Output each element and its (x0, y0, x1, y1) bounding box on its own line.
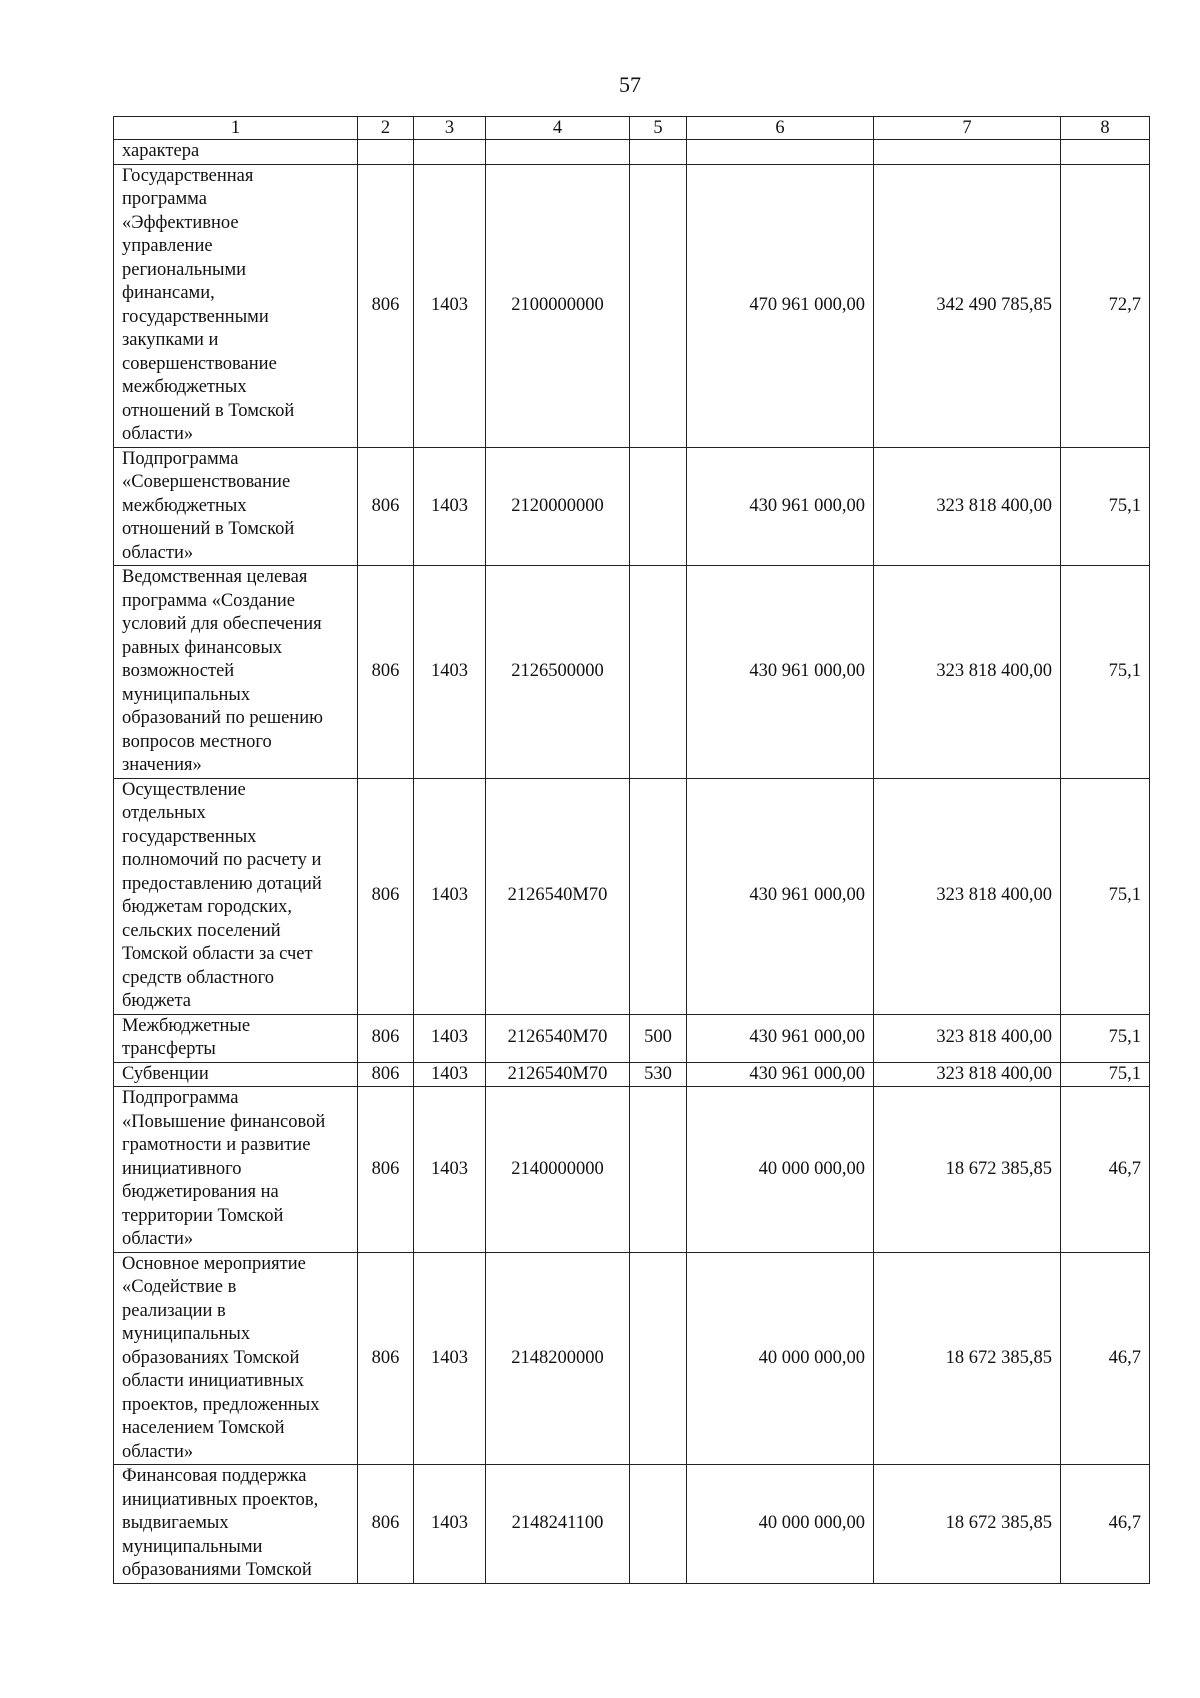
table-row (114, 778, 1150, 1014)
cell-expense-type (630, 1465, 687, 1584)
cell-section-code: 1403 (414, 447, 486, 566)
cell-percent: 46,7 (1061, 1252, 1150, 1465)
row-name: Финансовая поддержка инициативных проектов, выдвигаемых муниципальными образованиями Томской (114, 1465, 358, 1584)
cell-planned (687, 140, 874, 165)
cell-section-code: 1403 (414, 1087, 486, 1253)
cell-executed: 323 818 400,00 (874, 1062, 1061, 1087)
cell-executed: 18 672 385,85 (874, 1252, 1061, 1465)
cell-planned: 470 961 000,00 (687, 164, 874, 447)
cell-percent: 75,1 (1061, 1062, 1150, 1087)
cell-expense-type (630, 778, 687, 1014)
cell-admin-code: 806 (358, 1062, 414, 1087)
cell-section-code: 1403 (414, 778, 486, 1014)
cell-section-code: 1403 (414, 566, 486, 779)
cell-planned: 40 000 000,00 (687, 1252, 874, 1465)
cell-admin-code: 806 (358, 566, 414, 779)
table-row (114, 566, 1150, 779)
cell-admin-code: 806 (358, 778, 414, 1014)
cell-executed: 323 818 400,00 (874, 778, 1061, 1014)
cell-admin-code: 806 (358, 1465, 414, 1584)
cell-planned: 430 961 000,00 (687, 778, 874, 1014)
cell-section-code: 1403 (414, 1465, 486, 1584)
cell-percent: 46,7 (1061, 1087, 1150, 1253)
row-name: Межбюджетные трансферты (114, 1014, 358, 1062)
cell-section-code: 1403 (414, 1062, 486, 1087)
cell-expense-type (630, 566, 687, 779)
column-header: 7 (874, 117, 1061, 140)
cell-expense-type: 500 (630, 1014, 687, 1062)
cell-section-code (414, 140, 486, 165)
table-row (114, 1062, 1150, 1087)
cell-expense-type (630, 1252, 687, 1465)
column-header: 2 (358, 117, 414, 140)
row-name: Подпрограмма «Совершенствование межбюджетных отношений в Томской области» (114, 447, 358, 566)
cell-target-code: 2126540М70 (486, 778, 630, 1014)
row-name: характера (114, 140, 358, 165)
cell-section-code: 1403 (414, 1014, 486, 1062)
cell-percent: 75,1 (1061, 566, 1150, 779)
table-row (114, 164, 1150, 447)
cell-percent: 75,1 (1061, 778, 1150, 1014)
cell-percent: 46,7 (1061, 1465, 1150, 1584)
cell-executed (874, 140, 1061, 165)
cell-executed: 18 672 385,85 (874, 1465, 1061, 1584)
cell-section-code: 1403 (414, 164, 486, 447)
cell-percent (1061, 140, 1150, 165)
cell-section-code: 1403 (414, 1252, 486, 1465)
cell-planned: 430 961 000,00 (687, 447, 874, 566)
cell-admin-code: 806 (358, 1087, 414, 1253)
cell-executed: 342 490 785,85 (874, 164, 1061, 447)
cell-target-code: 2126540М70 (486, 1014, 630, 1062)
table-row (114, 447, 1150, 566)
cell-percent: 75,1 (1061, 1014, 1150, 1062)
table-row (114, 140, 1150, 165)
cell-planned: 430 961 000,00 (687, 1062, 874, 1087)
cell-executed: 323 818 400,00 (874, 1014, 1061, 1062)
cell-expense-type (630, 447, 687, 566)
cell-expense-type (630, 164, 687, 447)
budget-table (113, 116, 1150, 1584)
header-row (114, 117, 1150, 140)
cell-expense-type (630, 140, 687, 165)
cell-admin-code: 806 (358, 164, 414, 447)
page-number: 57 (619, 72, 641, 97)
column-header: 4 (486, 117, 630, 140)
cell-target-code: 2100000000 (486, 164, 630, 447)
cell-percent: 75,1 (1061, 447, 1150, 566)
cell-target-code: 2126500000 (486, 566, 630, 779)
row-name: Осуществление отдельных государственных полномочий по расчету и предоставлению дотаций бюджетам городских, сельских поселений Томской области за счет средств областного бюджета (114, 778, 358, 1014)
column-header: 6 (687, 117, 874, 140)
cell-expense-type: 530 (630, 1062, 687, 1087)
cell-admin-code (358, 140, 414, 165)
column-header: 1 (114, 117, 358, 140)
column-header: 5 (630, 117, 687, 140)
column-header: 8 (1061, 117, 1150, 140)
row-name: Государственная программа «Эффективное управление региональными финансами, государственными закупками и совершенствование межбюджетных отношений в Томской области» (114, 164, 358, 447)
row-name: Ведомственная целевая программа «Создание условий для обеспечения равных финансовых возможностей муниципальных образований по решению вопросов местного значения» (114, 566, 358, 779)
row-name: Основное мероприятие «Содействие в реализации в муниципальных образованиях Томской области инициативных проектов, предложенных населением Томской области» (114, 1252, 358, 1465)
table-row (114, 1465, 1150, 1584)
cell-target-code: 2140000000 (486, 1087, 630, 1253)
cell-executed: 323 818 400,00 (874, 447, 1061, 566)
cell-executed: 323 818 400,00 (874, 566, 1061, 779)
column-header: 3 (414, 117, 486, 140)
cell-target-code: 2126540М70 (486, 1062, 630, 1087)
table-row (114, 1252, 1150, 1465)
cell-executed: 18 672 385,85 (874, 1087, 1061, 1253)
cell-expense-type (630, 1087, 687, 1253)
cell-admin-code: 806 (358, 1014, 414, 1062)
row-name: Субвенции (114, 1062, 358, 1087)
cell-target-code: 2148241100 (486, 1465, 630, 1584)
cell-planned: 430 961 000,00 (687, 566, 874, 779)
cell-planned: 430 961 000,00 (687, 1014, 874, 1062)
row-name: Подпрограмма «Повышение финансовой грамотности и развитие инициативного бюджетирования на территории Томской области» (114, 1087, 358, 1253)
cell-planned: 40 000 000,00 (687, 1087, 874, 1253)
cell-percent: 72,7 (1061, 164, 1150, 447)
cell-admin-code: 806 (358, 1252, 414, 1465)
table-row (114, 1014, 1150, 1062)
cell-admin-code: 806 (358, 447, 414, 566)
cell-target-code (486, 140, 630, 165)
table-row (114, 1087, 1150, 1253)
cell-target-code: 2148200000 (486, 1252, 630, 1465)
cell-planned: 40 000 000,00 (687, 1465, 874, 1584)
cell-target-code: 2120000000 (486, 447, 630, 566)
